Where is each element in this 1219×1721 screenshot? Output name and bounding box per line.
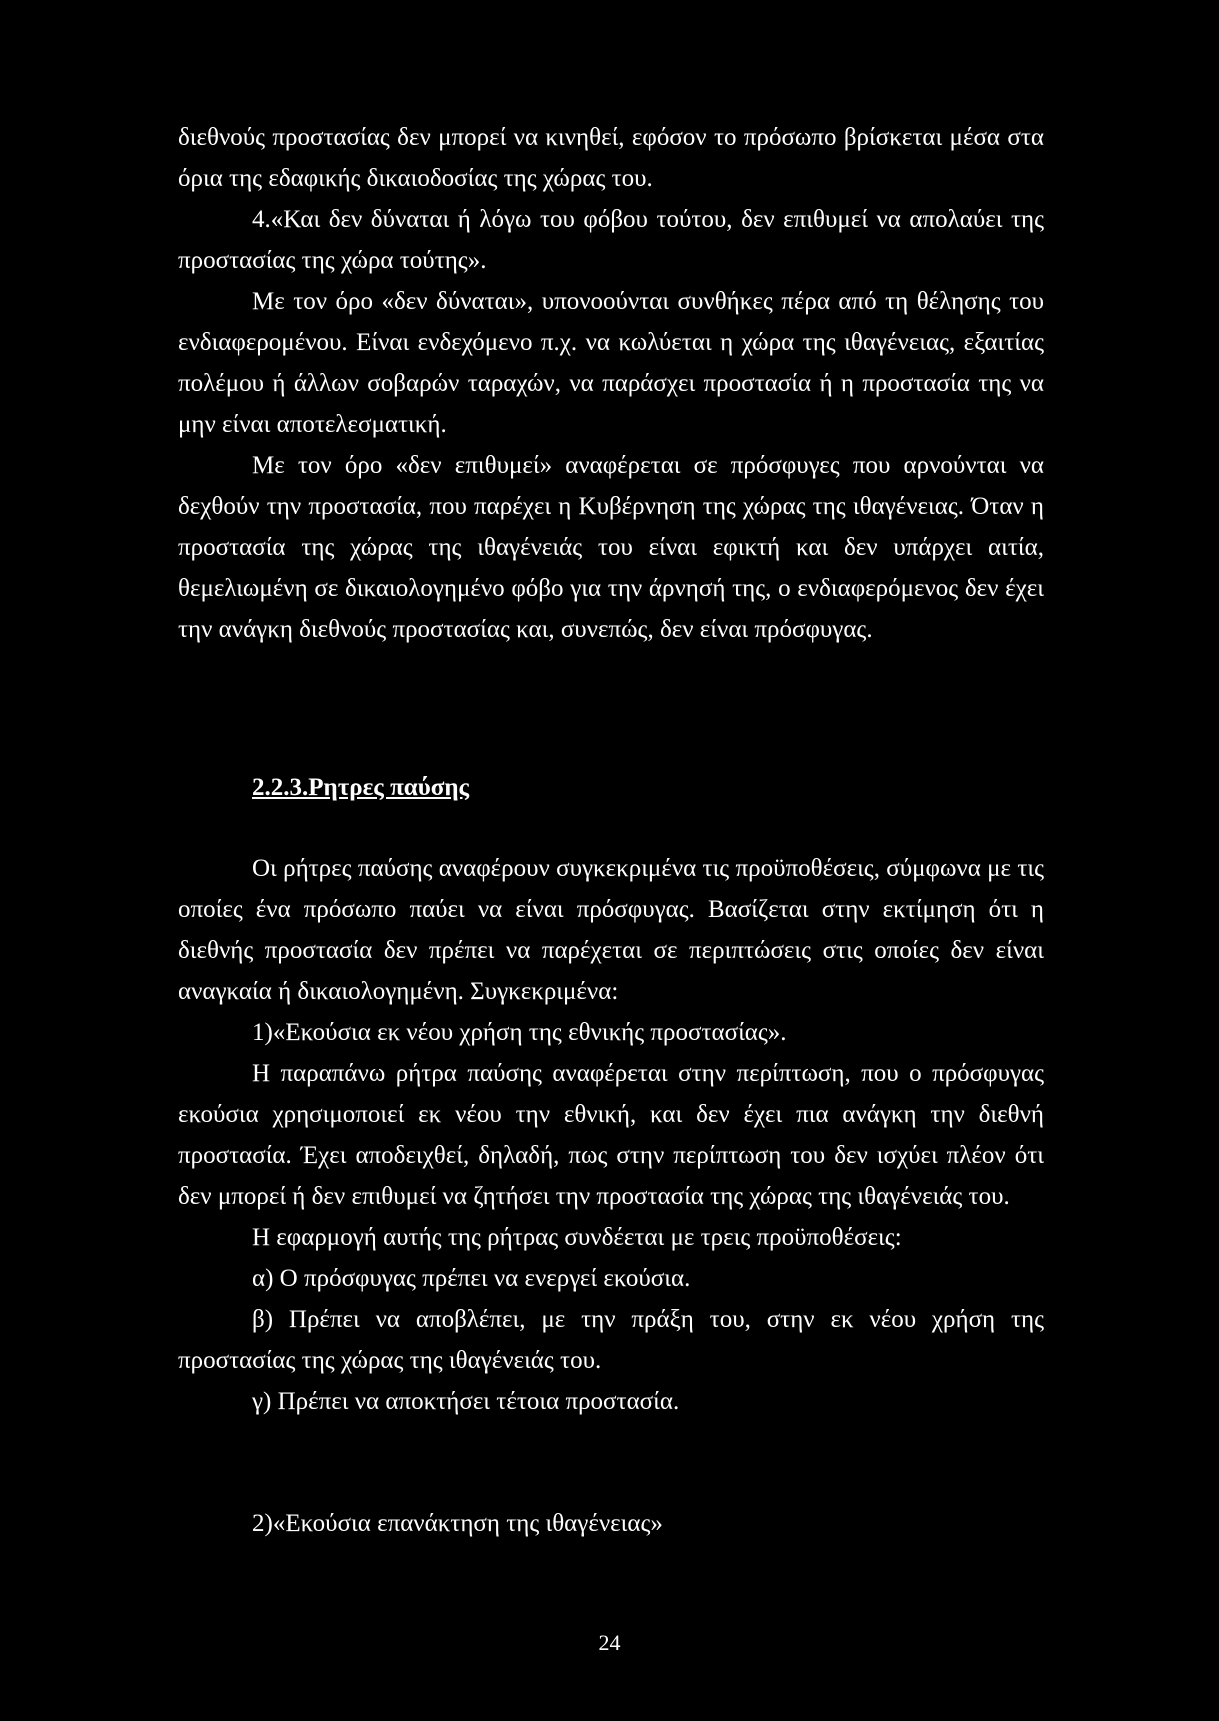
- body-text-bottom: [178, 848, 1044, 1422]
- paragraph-7: Η εφαρμογή αυτής της ρήτρας συνδέεται με τρεις προϋποθέσεις:: [252, 1224, 902, 1251]
- section-heading: 2.2.3.Ρητρες παύσης: [252, 774, 470, 801]
- paragraph-4: Με τον όρο «δεν επιθυμεί» αναφέρεται σε πρόσφυγες που αρνούνται να δεχθούν την προστασία, που παρέχει η Κυβέρνηση της χώρας της ιθαγένειας. Όταν η προστασία της χώρας της ιθαγένειάς του είναι εφικτή και δεν υπάρχει αιτία, θεμελιωμένη σε δικαιολογημένο φόβο για την άρνησή της, ο ενδιαφερόμενος δεν έχει την ανάγκη διεθνούς προστασίας και, συνεπώς, δεν είναι πρόσφυγας.: [178, 452, 1044, 643]
- list-item-2: 2)«Εκούσια επανάκτηση της ιθαγένειας»: [252, 1510, 663, 1537]
- page-number: 24: [598, 1630, 621, 1655]
- condition-c: γ) Πρέπει να αποκτήσει τέτοια προστασία.: [252, 1388, 680, 1415]
- condition-b: β) Πρέπει να αποβλέπει, με την πράξη του, στην εκ νέου χρήση της προστασίας της χώρας της ιθαγένειάς του.: [178, 1306, 1044, 1374]
- paragraph-6: Η παραπάνω ρήτρα παύσης αναφέρεται στην περίπτωση, που ο πρόσφυγας εκούσια χρησιμοποιεί εκ νέου την εθνική, και δεν έχει πια ανάγκη την διεθνή προστασία. Έχει αποδειχθεί, δηλαδή, πως στην περίπτωση του δεν ισχύει πλέον ότι δεν μπορεί ή δεν επιθυμεί να ζητήσει την προστασία της χώρας της ιθαγένειάς του.: [178, 1060, 1044, 1210]
- paragraph-3: Με τον όρο «δεν δύναται», υπονοούνται συνθήκες πέρα από τη θέλησης του ενδιαφερομένου. Είναι ενδεχόμενο π.χ. να κωλύεται η χώρα της ιθαγένειας, εξαιτίας πολέμου ή άλλων σοβαρών ταραχών, να παράσχει προστασία ή η προστασία της να μην είναι αποτελεσματική.: [178, 288, 1044, 438]
- paragraph-1: διεθνούς προστασίας δεν μπορεί να κινηθεί, εφόσον το πρόσωπο βρίσκεται μέσα στα όρια της εδαφικής δικαιοδοσίας της χώρας του.: [178, 124, 1044, 192]
- paragraph-5: Οι ρήτρες παύσης αναφέρουν συγκεκριμένα τις προϋποθέσεις, σύμφωνα με τις οποίες ένα πρόσωπο παύει να είναι πρόσφυγας. Βασίζεται στην εκτίμηση ότι η διεθνής προστασία δεν πρέπει να παρέχεται σε περιπτώσεις στις οποίες δεν είναι αναγκαία ή δικαιολογημένη. Συγκεκριμένα:: [178, 855, 1044, 1005]
- body-text-top: [178, 117, 1044, 650]
- list-item-1: 1)«Εκούσια εκ νέου χρήση της εθνικής προστασίας».: [252, 1019, 787, 1046]
- condition-a: α) Ο πρόσφυγας πρέπει να ενεργεί εκούσια.: [252, 1265, 691, 1292]
- paragraph-2: 4.«Και δεν δύναται ή λόγω του φόβου τούτου, δεν επιθυμεί να απολαύει της προστασίας της χώρα τούτης».: [178, 206, 1044, 274]
